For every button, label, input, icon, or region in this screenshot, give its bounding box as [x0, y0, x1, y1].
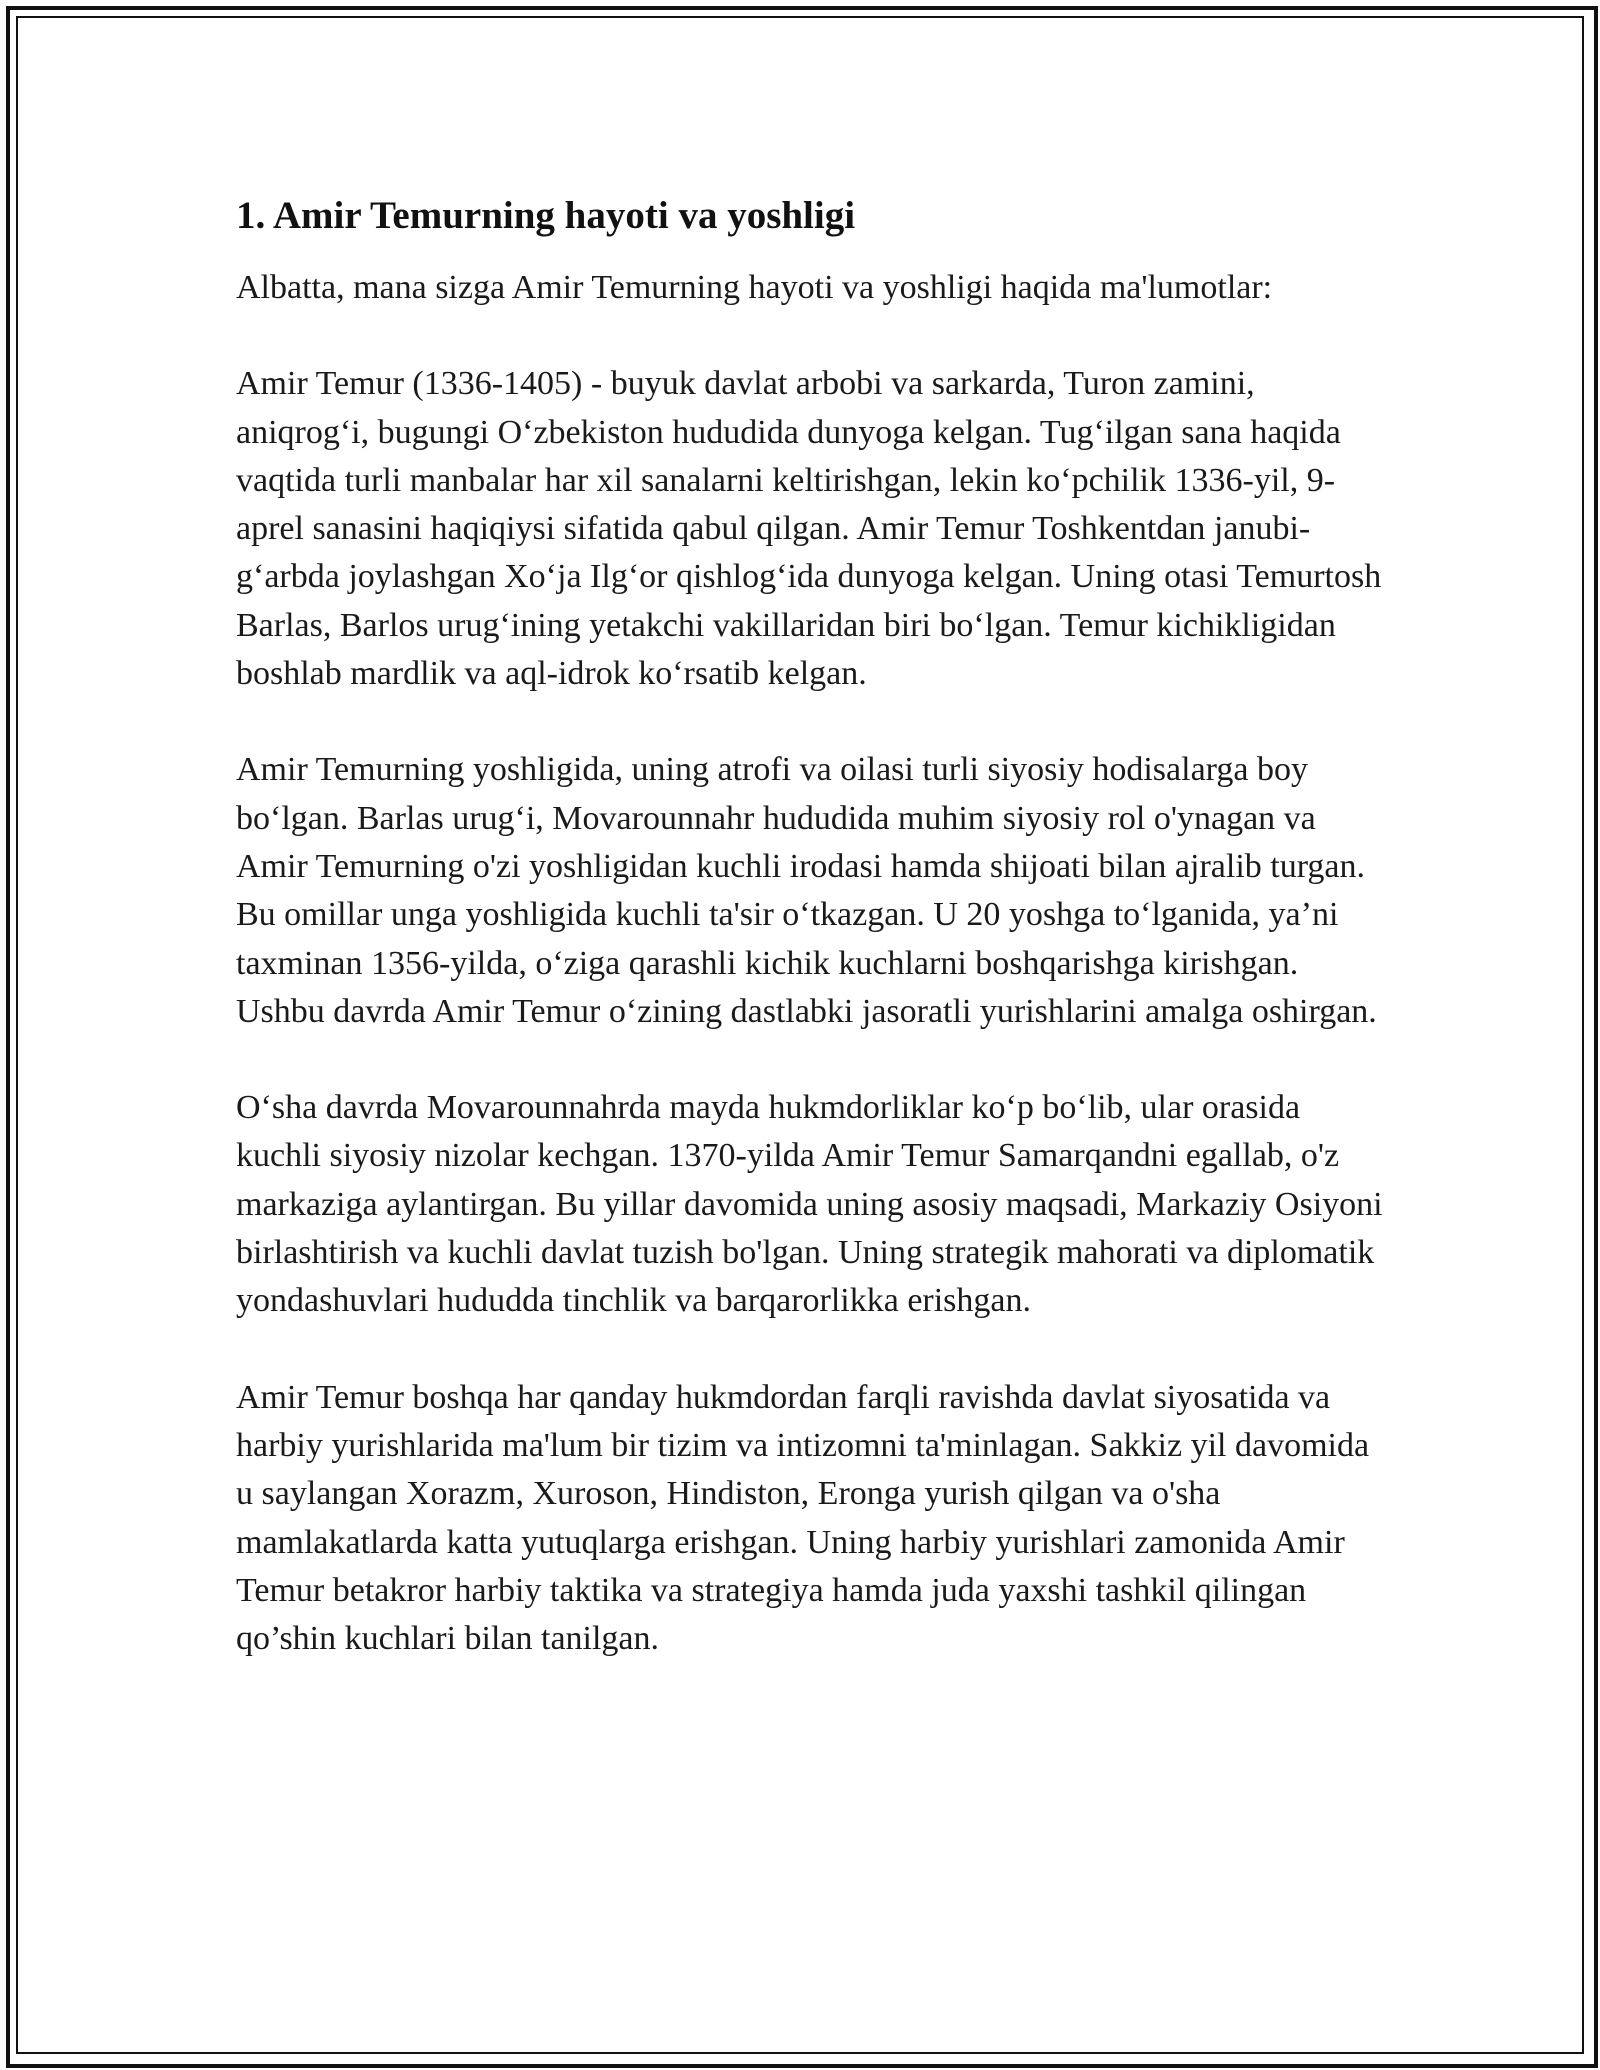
- section-heading: 1. Amir Temurning hayoti va yoshligi: [236, 194, 856, 237]
- intro-paragraph: Albatta, mana sizga Amir Temurning hayoti va yoshligi haqida ma'lumotlar:: [236, 269, 1273, 306]
- paragraph-samarkand: O‘sha davrda Movarounnahrda mayda hukmdorliklar ko‘p bo‘lib, ular orasida kuchli siyosiy nizolar kechgan. 1370-yilda Amir Temur Samarqandni egallab, o'z markaziga aylantirgan. Bu yillar davomida uning asosiy maqsadi, Markaziy Osiyoni birlashtirish va kuchli davlat tuzish bo'lgan. Uning strategik mahorati va diplomatik yondashuvlari hududda tinchlik va barqarorlikka erishgan.: [236, 1089, 1383, 1320]
- document-body: [236, 188, 1386, 1711]
- paragraph-youth: Amir Temurning yoshligida, uning atrofi va oilasi turli siyosiy hodisalarga boy bo‘lgan. Barlas urug‘i, Movarounnahr hududida muhim siyosiy rol o'ynagan va Amir Temurning o'zi yoshligidan kuchli irodasi hamda shijoati bilan ajralib turgan. Bu omillar unga yoshligida kuchli ta'sir o‘tkazgan. U 20 yoshga to‘lganida, ya’ni taxminan 1356-yilda, o‘ziga qarashli kichik kuchlarni boshqarishga kirishgan. Ushbu davrda Amir Temur o‘zining dastlabki jasoratli yurishlarini amalga oshirgan.: [236, 751, 1377, 1030]
- paragraph-campaigns: Amir Temur boshqa har qanday hukmdordan farqli ravishda davlat siyosatida va harbiy yurishlarida ma'lum bir tizim va intizomni ta'minlagan. Sakkiz yil davomida u saylangan Xorazm, Xuroson, Hindiston, Eronga yurish qilgan va o'sha mamlakatlarda katta yutuqlarga erishgan. Uning harbiy yurishlari zamonida Amir Temur betakror harbiy taktika va strategiya hamda juda yaxshi tashkil qilingan qo’shin kuchlari bilan tanilgan.: [236, 1378, 1370, 1658]
- paragraph-birth: Amir Temur (1336-1405) - buyuk davlat arbobi va sarkarda, Turon zamini, aniqrog‘i, bugungi O‘zbekiston hududida dunyoga kelgan. Tug‘ilgan sana haqida vaqtida turli manbalar har xil sanalarni keltirishgan, lekin ko‘pchilik 1336-yil, 9-aprel sanasini haqiqiysi sifatida qabul qilgan. Amir Temur Toshkentdan janubi-g‘arbda joylashgan Xo‘ja Ilg‘or qishlog‘ida dunyoga kelgan. Uning otasi Temurtosh Barlas, Barlos urug‘ining yetakchi vakillaridan biri bo‘lgan. Temur kichikligidan boshlab mardlik va aql-idrok ko‘rsatib kelgan.: [236, 365, 1382, 693]
